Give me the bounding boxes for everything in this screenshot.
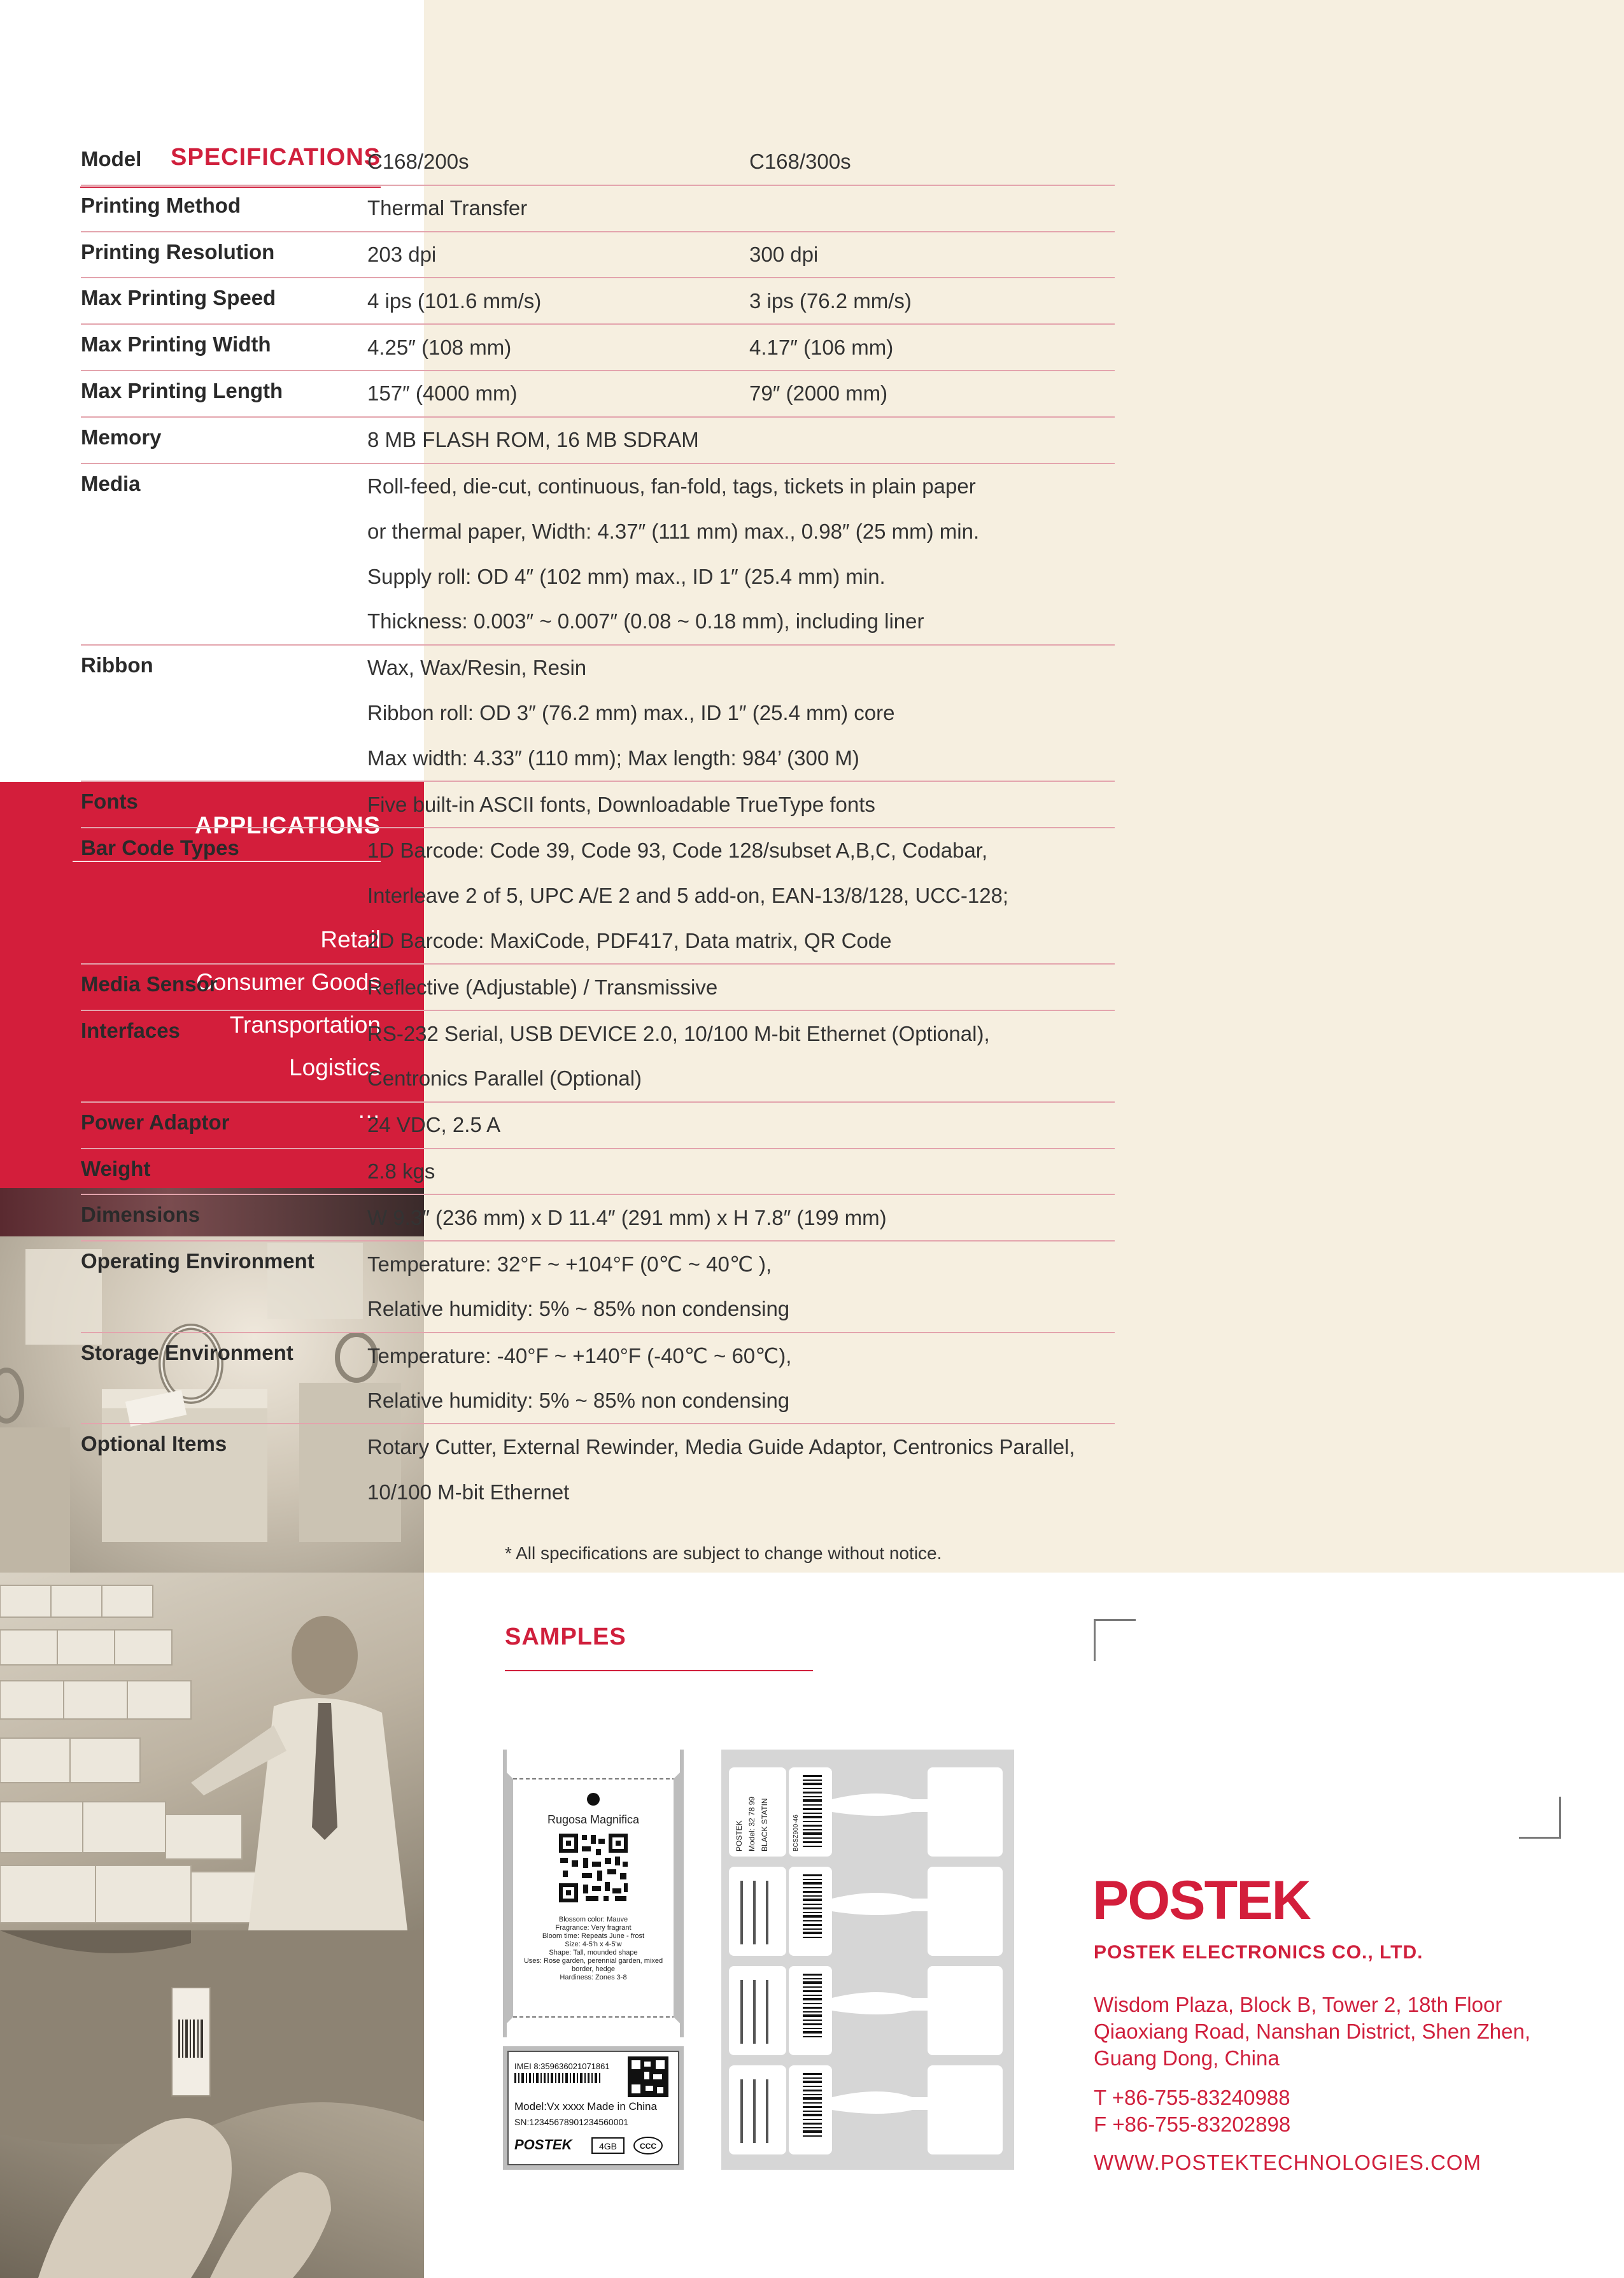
- spec-label: Interfaces: [81, 1019, 180, 1043]
- application-item: Consumer Goods: [196, 969, 381, 995]
- qr-code-icon: [628, 2056, 668, 2097]
- spec-value: 24 VDC, 2.5 A: [367, 1113, 501, 1137]
- spec-value: Reflective (Adjustable) / Transmissive: [367, 975, 718, 999]
- specifications-heading: SPECIFICATIONS: [171, 144, 381, 171]
- company-contacts: [1094, 2084, 1290, 2138]
- corner-bracket-top-left: [1094, 1619, 1136, 1661]
- spec-row-printing-resolution: [81, 232, 1115, 279]
- spec-row-bar-code-types: [81, 828, 1115, 965]
- phone-label-mark: CCC: [640, 2142, 656, 2151]
- spec-value: 300 dpi: [749, 242, 819, 266]
- spec-row-power-adaptor: [81, 1103, 1115, 1149]
- postek-logo: [1092, 1872, 1322, 1929]
- spec-label: Optional Items: [81, 1432, 227, 1456]
- spec-value: Roll-feed, die-cut, continuous, fan-fold, tags, tickets in plain paper: [367, 474, 976, 498]
- spec-label: Max Printing Width: [81, 332, 271, 357]
- spec-label: Max Printing Length: [81, 378, 283, 402]
- spec-label: Printing Method: [81, 193, 241, 217]
- application-item: …: [357, 1097, 381, 1123]
- tag-line: Bloom time: Repeats June - frost: [542, 1932, 645, 1940]
- spec-value: Max width: 4.33″ (110 mm); Max length: 984’ (300 M): [367, 746, 859, 770]
- specifications-note: * All specifications are subject to change without notice.: [505, 1543, 942, 1563]
- company-phone: T +86-755-83240988: [1094, 2086, 1290, 2109]
- spec-value: Thickness: 0.003″ ~ 0.007″ (0.08 ~ 0.18 mm), including liner: [367, 609, 924, 633]
- spec-value: 157″ (4000 mm): [367, 381, 518, 406]
- spec-value: 4 ips (101.6 mm/s): [367, 288, 542, 313]
- tag-line: border, hedge: [572, 1965, 615, 1973]
- spec-label: Weight: [81, 1156, 151, 1180]
- sample-labels-right: [721, 1750, 1014, 2170]
- company-name: POSTEK ELECTRONICS CO., LTD.: [1094, 1942, 1423, 1963]
- sample-labels-left: [503, 1750, 684, 2170]
- spec-label: Model: [81, 147, 142, 171]
- spec-row-operating-environment: [81, 1242, 1115, 1333]
- application-item: Logistics: [289, 1054, 381, 1080]
- spec-label: Max Printing Speed: [81, 286, 276, 310]
- tag-line: Hardiness: Zones 3-8: [560, 1974, 627, 1981]
- spec-label: Power Adaptor: [81, 1110, 230, 1134]
- spec-label: Operating Environment: [81, 1249, 314, 1273]
- tag-line: Size: 4-5'h x 4-5'w: [565, 1941, 622, 1948]
- spec-value: Rotary Cutter, External Rewinder, Media Guide Adaptor, Centronics Parallel,: [367, 1434, 1075, 1459]
- tag-line: Blossom color: Mauve: [558, 1916, 628, 1923]
- specifications-table: [81, 139, 1115, 1515]
- phone-label-capacity: 4GB: [598, 2141, 618, 2151]
- logo-text: POSTEK: [1092, 1872, 1310, 1929]
- spec-value: Temperature: -40°F ~ +140°F (-40℃ ~ 60℃),: [367, 1343, 792, 1368]
- tag-line: Fragrance: Very fragrant: [555, 1924, 632, 1932]
- qr-code-icon: [558, 1832, 629, 1904]
- spec-value: Supply roll: OD 4″ (102 mm) max., ID 1″ (25.4 mm) min.: [367, 564, 886, 588]
- spec-label: Media: [81, 471, 141, 495]
- spec-value: 4.25″ (108 mm): [367, 335, 512, 359]
- jewelry-model: Model: 32 78 99: [747, 1796, 756, 1851]
- phone-label-model: Model:Vx xxxx Made in China: [514, 2100, 657, 2112]
- spec-row-ribbon: [81, 646, 1115, 782]
- spec-row-dimensions: [81, 1195, 1115, 1242]
- spec-value: 4.17″ (106 mm): [749, 335, 894, 359]
- spec-row-optional-items: [81, 1424, 1115, 1515]
- spec-value: 2.8 kgs: [367, 1159, 435, 1183]
- tag-title: Rugosa Magnifica: [547, 1813, 640, 1826]
- photo-clothing-tag: [0, 1930, 424, 2278]
- spec-row-media-sensor: [81, 965, 1115, 1011]
- spec-row-media: [81, 464, 1115, 646]
- spec-value: 1D Barcode: Code 39, Code 93, Code 128/subset A,B,C, Codabar,: [367, 838, 988, 863]
- spec-row-model: [81, 139, 1115, 186]
- spec-value: C168/200s: [367, 150, 469, 174]
- tag-line: Uses: Rose garden, perennial garden, mixed: [523, 1957, 663, 1965]
- spec-label: Memory: [81, 425, 162, 449]
- phone-label-imei: IMEI 8:359636021071861: [514, 2062, 610, 2071]
- spec-label: Media Sensor: [81, 972, 218, 996]
- spec-label: Ribbon: [81, 653, 153, 677]
- jewelry-code: BCSZ900-46: [793, 1815, 800, 1851]
- spec-row-fonts: [81, 782, 1115, 828]
- photo-warehouse-worker: [0, 1573, 424, 1930]
- spec-value: or thermal paper, Width: 4.37″ (111 mm) max., 0.98″ (25 mm) min.: [367, 519, 980, 543]
- jewelry-finish: BLACK STATIN: [760, 1798, 769, 1851]
- spec-row-printing-method: [81, 186, 1115, 232]
- corner-bracket-bottom-right: [1519, 1797, 1561, 1839]
- application-item: Retail: [320, 926, 381, 952]
- company-website-link[interactable]: WWW.POSTEKTECHNOLOGIES.COM: [1094, 2151, 1482, 2174]
- spec-value: 2D Barcode: MaxiCode, PDF417, Data matrix, QR Code: [367, 928, 892, 952]
- phone-label-sn: SN:12345678901234560001: [514, 2117, 629, 2127]
- spec-value: Relative humidity: 5% ~ 85% non condensing: [367, 1297, 790, 1321]
- spec-value: 3 ips (76.2 mm/s): [749, 288, 912, 313]
- spec-row-max-printing-width: [81, 325, 1115, 371]
- spec-value: 8 MB FLASH ROM, 16 MB SDRAM: [367, 428, 699, 452]
- spec-value: Temperature: 32°F ~ +104°F (0℃ ~ 40℃ ),: [367, 1252, 772, 1277]
- jewelry-brand: POSTEK: [735, 1820, 744, 1851]
- applications-heading: APPLICATIONS: [194, 812, 381, 839]
- spec-value: Five built-in ASCII fonts, Downloadable TrueType fonts: [367, 792, 875, 816]
- spec-value: Thermal Transfer: [367, 196, 528, 220]
- spec-row-memory: [81, 418, 1115, 464]
- spec-row-storage-environment: [81, 1333, 1115, 1425]
- spec-value: Ribbon roll: OD 3″ (76.2 mm) max., ID 1″ (25.4 mm) core: [367, 700, 895, 725]
- spec-value: 79″ (2000 mm): [749, 381, 888, 406]
- company-fax: F +86-755-83202898: [1094, 2112, 1291, 2136]
- spec-value: 203 dpi: [367, 242, 437, 266]
- spec-label: Dimensions: [81, 1203, 201, 1227]
- clothing-illustration: [0, 1930, 424, 2278]
- spec-value: RS-232 Serial, USB DEVICE 2.0, 10/100 M-bit Ethernet (Optional),: [367, 1021, 990, 1045]
- spec-value: W 9.3″ (236 mm) x D 11.4″ (291 mm) x H 7.8″ (199 mm): [367, 1205, 887, 1229]
- spec-label: Bar Code Types: [81, 835, 239, 860]
- phone-label-brand: POSTEK: [514, 2137, 572, 2153]
- warehouse-illustration: [0, 1573, 424, 1930]
- spec-value: Interleave 2 of 5, UPC A/E 2 and 5 add-on, EAN-13/8/128, UCC-128;: [367, 884, 1009, 908]
- spec-value: 10/100 M-bit Ethernet: [367, 1480, 570, 1504]
- samples-heading-rule: [505, 1670, 813, 1671]
- samples-heading: SAMPLES: [505, 1624, 626, 1650]
- spec-value: Centronics Parallel (Optional): [367, 1066, 642, 1091]
- company-address: [1094, 1991, 1530, 2072]
- spec-label: Storage Environment: [81, 1340, 293, 1364]
- address-line: Qiaoxiang Road, Nanshan District, Shen Zhen,: [1094, 2020, 1531, 2043]
- spec-row-weight: [81, 1149, 1115, 1196]
- tag-line: Shape: Tall, mounded shape: [549, 1949, 638, 1956]
- spec-label: Fonts: [81, 789, 138, 814]
- spec-row-max-printing-speed: [81, 278, 1115, 325]
- spec-value: Wax, Wax/Resin, Resin: [367, 656, 587, 680]
- address-line: Wisdom Plaza, Block B, Tower 2, 18th Floor: [1094, 1993, 1502, 2016]
- spec-row-max-printing-length: [81, 371, 1115, 418]
- spec-value: Relative humidity: 5% ~ 85% non condensing: [367, 1388, 790, 1412]
- spec-row-interfaces: [81, 1011, 1115, 1103]
- application-item: Transportation: [229, 1012, 381, 1038]
- spec-value: C168/300s: [749, 150, 851, 174]
- address-line: Guang Dong, China: [1094, 2046, 1280, 2070]
- spec-label: Printing Resolution: [81, 239, 275, 264]
